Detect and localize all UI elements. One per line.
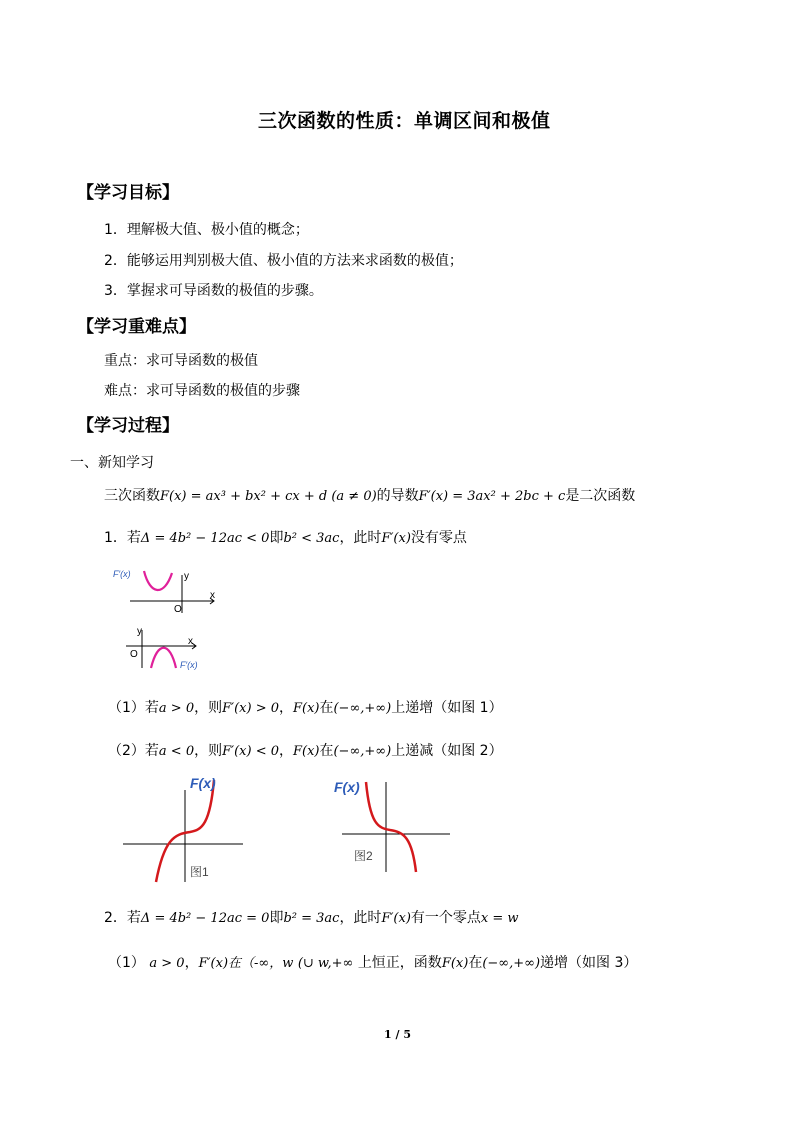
case1-line: 1．若Δ = 4b² − 12ac < 0即b² < 3ac，此时F′(x)没有零点 [104,530,467,546]
graph-fprime-negative [118,622,218,672]
figure-2-caption: 图2 [354,849,373,863]
figure-2-label: F(x) [334,779,360,795]
goal-item-1: 1．理解极大值、极小值的概念； [104,222,309,238]
graph-a-x: x [210,590,215,601]
page-title: 三次函数的性质：单调区间和极值 [258,110,551,132]
case2-line: 2．若Δ = 4b² − 12ac = 0即b² = 3ac，此时F′(x)有一个零点x = w [104,910,519,926]
figure-1 [118,772,250,884]
graph-b-x: x [188,636,193,647]
case1-sub1-line: （1）若a > 0，则F′(x) > 0，F(x)在(−∞,+∞)上递增（如图 1） [108,700,503,716]
goal-item-3: 3．掌握求可导函数的极值的步骤。 [104,283,323,299]
figure-1-caption: 图1 [190,865,209,879]
part1-heading: 一、新知学习 [70,455,154,471]
key-point-1: 重点：求可导函数的极值 [104,353,258,369]
graph-a-label: F′(x) [113,569,131,579]
graph-a-y: y [184,571,189,582]
section-heading-goals: 【学习目标】 [77,183,179,203]
case2-sub1-line: （1） a > 0，F′(x)在（-∞，w (∪ w,+∞ 上恒正，函数F(x)在(−∞,+∞)递增（如图 3） [108,955,638,971]
graph-a-origin: O [174,604,182,615]
graph-b-origin: O [130,649,138,660]
figure-2 [330,772,454,876]
parabola-down-curve [151,648,176,668]
page-number: 1 / 5 [384,1028,411,1041]
intro-line: 三次函数F(x) = ax³ + bx² + cx + d (a ≠ 0)的导数F′(x) = 3ax² + 2bc + c是二次函数 [104,488,636,504]
section-heading-process: 【学习过程】 [77,416,179,436]
key-point-2: 难点：求可导函数的极值的步骤 [104,383,300,399]
graph-b-label: F′(x) [180,660,198,670]
case1-sub2-line: （2）若a < 0，则F′(x) < 0，F(x)在(−∞,+∞)上递减（如图 2） [108,743,503,759]
figure-2-curve [366,782,416,872]
formula-fprime: F′(x) = 3ax² + 2bc + c [418,489,566,504]
section-heading-key: 【学习重难点】 [77,317,196,337]
goal-item-2: 2．能够运用判别极大值、极小值的方法来求函数的极值； [104,253,463,269]
parabola-up-curve [144,571,172,590]
graph-fprime-positive [110,565,220,615]
figure-1-label: F(x) [190,775,216,791]
graph-b-y: y [137,626,142,637]
formula-f: F(x) = ax³ + bx² + cx + d (a ≠ 0) [160,489,377,504]
